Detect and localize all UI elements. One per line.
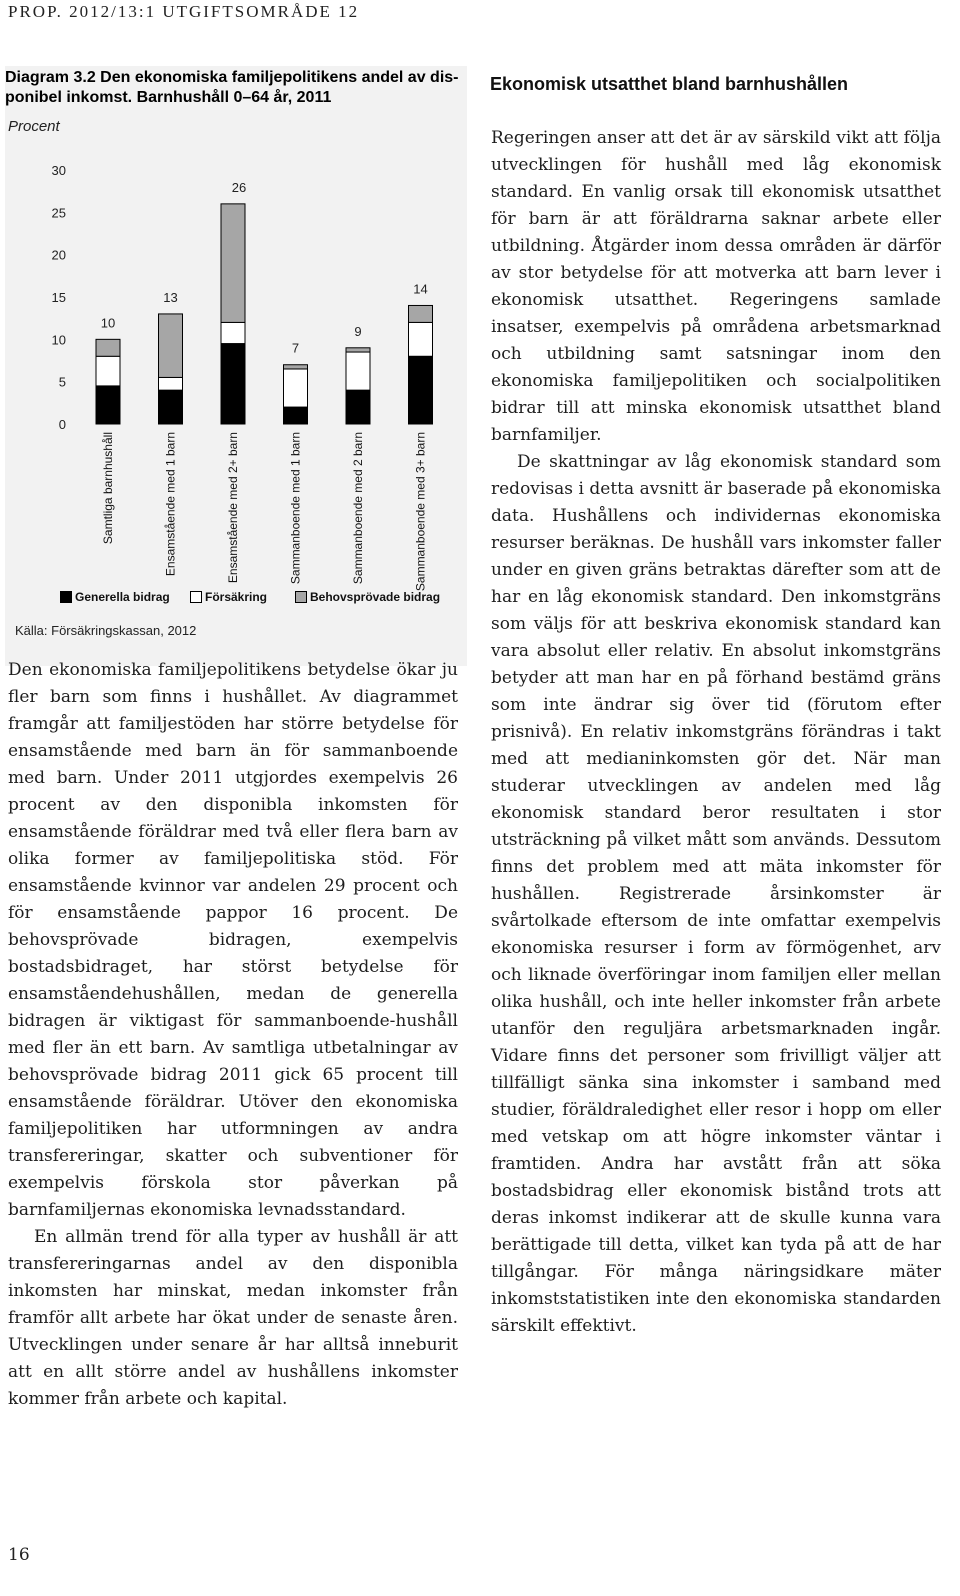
bar-segment bbox=[159, 390, 183, 424]
right-paragraph-1: Regeringen anser att det är av särskild vikt att följa utvecklingen för hushåll med låg ekonomisk standard. En vanlig orsak till ekonomisk utsatthet för barn är att föräldrarna saknar arbete eller utbildning. Åtgärder inom dessa områden är därför av stor betydelse för att motverka att barn lever i ekonomisk utsatthet. Regeringens samlade insatser, exempelvis på områdena arbetsmarknad och utbildning samt satsningar inom den ekonomiska familjepolitiken och socialpolitiken bidrar till att minska ekonomisk utsatthet bland barnfamiljer. bbox=[491, 128, 941, 445]
y-tick-label: 15 bbox=[51, 290, 66, 305]
y-tick-label: 10 bbox=[51, 332, 66, 348]
category-label: Ensamstående med 1 barn bbox=[163, 432, 178, 577]
bar-segment bbox=[159, 377, 183, 390]
legend-item-behovsprovade bbox=[295, 590, 440, 604]
legend-label-generella: Generella bidrag bbox=[75, 590, 170, 604]
legend-swatch-generella bbox=[60, 591, 72, 603]
bar-segment bbox=[346, 348, 370, 352]
legend-label-forsakring: Försäkring bbox=[205, 590, 268, 604]
bar-total-label: 10 bbox=[100, 315, 116, 331]
bar-total-label: 14 bbox=[413, 281, 428, 297]
bar-total-label: 9 bbox=[354, 323, 362, 339]
bar-segment bbox=[284, 365, 308, 369]
y-tick-label: 0 bbox=[58, 417, 66, 432]
y-tick-label: 5 bbox=[58, 374, 66, 390]
right-paragraph-2: De skattningar av låg ekonomisk standard som redovisas i detta avsnitt är baserade på ekonomiska data. Hushållens och individernas ekonomiska resurser beräknas. De hushåll vars inkomster faller under en given gräns betraktas därefter som att de har en låg ekonomisk standard. Den inkomstgräns som väljs för att beskriva ekonomisk standard kan vara absolut eller relativ. En absolut inkomstgräns betyder att man har en på förhand bestämd gräns som inte ändrar sig över tid (förutom efter prisnivå). En relativ inkomstgräns förändras i takt med att medianinkomsten gör det. När man studerar utvecklingen av andelen med låg ekonomisk standard beror resultaten i stor utsträckning på vilket mått som används. Dessutom finns det problem med att mäta inkomster för hushållen. Registrerade årsinkomster är svårtolkade eftersom de inte omfattar exempelvis ekonomiska resurser i form av förmögenhet, arv och liknade överföringar inom familjen eller mellan olika hushåll, och inte heller inkomster från arbete utanför den reguljära arbetsmarknaden ingår. Vidare finns det personer som frivilligt väljer att tillfälligt sänka sina inkomster i samband med studier, föräldraledighet eller resor i hopp om eller med vetskap om att högre inkomster väntar i framtiden. Andra har avstått från att söka bostadsbidrag eller ekonomisk bistånd trots att deras inkomst indikerar att de skulle kunna vara berättigade till detta, vilket kan tyda på att de har tillgångar. För många näringsidkare mäter inkomststatistiken inte den ekonomiska standarden särskilt effektivt. bbox=[491, 452, 941, 1336]
bar-total-label: 7 bbox=[291, 340, 300, 356]
bar-segment bbox=[96, 386, 120, 424]
category-label: Sammanboende med 2 barn bbox=[351, 432, 365, 585]
bar-segment bbox=[96, 339, 120, 356]
legend-swatch-forsakring bbox=[190, 591, 202, 603]
y-axis-unit: Procent bbox=[8, 118, 60, 135]
bar-segment bbox=[284, 369, 308, 407]
y-tick-label: 30 bbox=[51, 163, 66, 178]
category-label: Ensamstående med 2+ barn bbox=[226, 432, 240, 584]
bar-segment bbox=[159, 314, 183, 378]
bar-segment bbox=[409, 356, 433, 424]
legend-swatch-behovsprovade bbox=[295, 591, 307, 603]
legend-item-generella bbox=[60, 590, 170, 604]
y-tick-label: 20 bbox=[51, 247, 66, 263]
bar-segment bbox=[409, 322, 433, 356]
category-label: Sammanboende med 3+ barn bbox=[413, 432, 428, 592]
section-heading: Ekonomisk utsatthet bland barnhushållen bbox=[490, 74, 849, 94]
bar-segment bbox=[221, 344, 245, 424]
bar-segment bbox=[346, 390, 370, 424]
right-column-text bbox=[491, 125, 941, 1340]
category-label: Samtliga barnhushåll bbox=[101, 432, 115, 545]
bar-segment bbox=[409, 305, 433, 322]
bar-total-label: 26 bbox=[231, 179, 247, 195]
bar-segment bbox=[221, 322, 245, 343]
stacked-bar-chart bbox=[0, 0, 470, 600]
category-label: Sammanboende med 1 barn bbox=[288, 432, 303, 585]
bar-segment bbox=[346, 352, 370, 390]
y-tick-label: 25 bbox=[51, 205, 66, 221]
diagram-title-line1: Diagram 3.2 Den ekonomiska familjepolitikens andel av dis- bbox=[5, 69, 459, 86]
bar-segment bbox=[221, 204, 245, 323]
bar-segment bbox=[96, 356, 120, 386]
left-paragraph-2: En allmän trend för alla typer av hushåll är att transfereringarnas andel av den disponibla inkomsten har minskat, medan inkomster från framför allt arbete har ökat under de senaste åren. Utvecklingen under senare år har alltså inneburit att en allt större andel av hushållens inkomster kommer från arbete och kapital. bbox=[8, 1227, 458, 1409]
left-paragraph-1: Den ekonomiska familjepolitikens betydelse ökar ju fler barn som finns i hushållet. Av diagrammet framgår att familjestöden har större betydelse för ensamstående med barn än för sammanboende med barn. Under 2011 utgjordes exempelvis 26 procent av den disponibla inkomsten för ensamstående föräldrar med två eller flera barn av olika former av familjepolitiska stöd. För ensamstående kvinnor var andelen 29 procent och för ensamstående pappor 16 procent. De behovsprövade bidragen, exempelvis bostadsbidraget, har störst betydelse för ensamståendehushållen, medan de generella bidragen är viktigast för sammanboende-hushåll med fler än ett barn. Av samtliga utbetalningar av behovsprövade bidrag 2011 gick 65 procent till ensamstående föräldrar. Utöver den ekonomiska familjepolitiken har utformningen av andra transfereringar, skatter och subventioner för exempelvis förskola stor påverkan på barnfamiljernas ekonomiska levnadsstandard. bbox=[8, 660, 458, 1220]
bar-segment bbox=[284, 407, 308, 424]
legend-item-forsakring bbox=[190, 590, 267, 604]
bar-total-label: 13 bbox=[163, 289, 178, 305]
page-number: 16 bbox=[8, 1545, 30, 1565]
left-column-text bbox=[8, 657, 458, 1413]
diagram-title-line2: ponibel inkomst. Barnhushåll 0–64 år, 2011 bbox=[5, 89, 332, 106]
chart-source: Källa: Försäkringskassan, 2012 bbox=[15, 623, 197, 638]
running-header: PROP. 2012/13:1 UTGIFTSOMRÅDE 12 bbox=[8, 2, 360, 21]
legend-label-behovsprovade: Behovsprövade bidrag bbox=[310, 590, 441, 604]
